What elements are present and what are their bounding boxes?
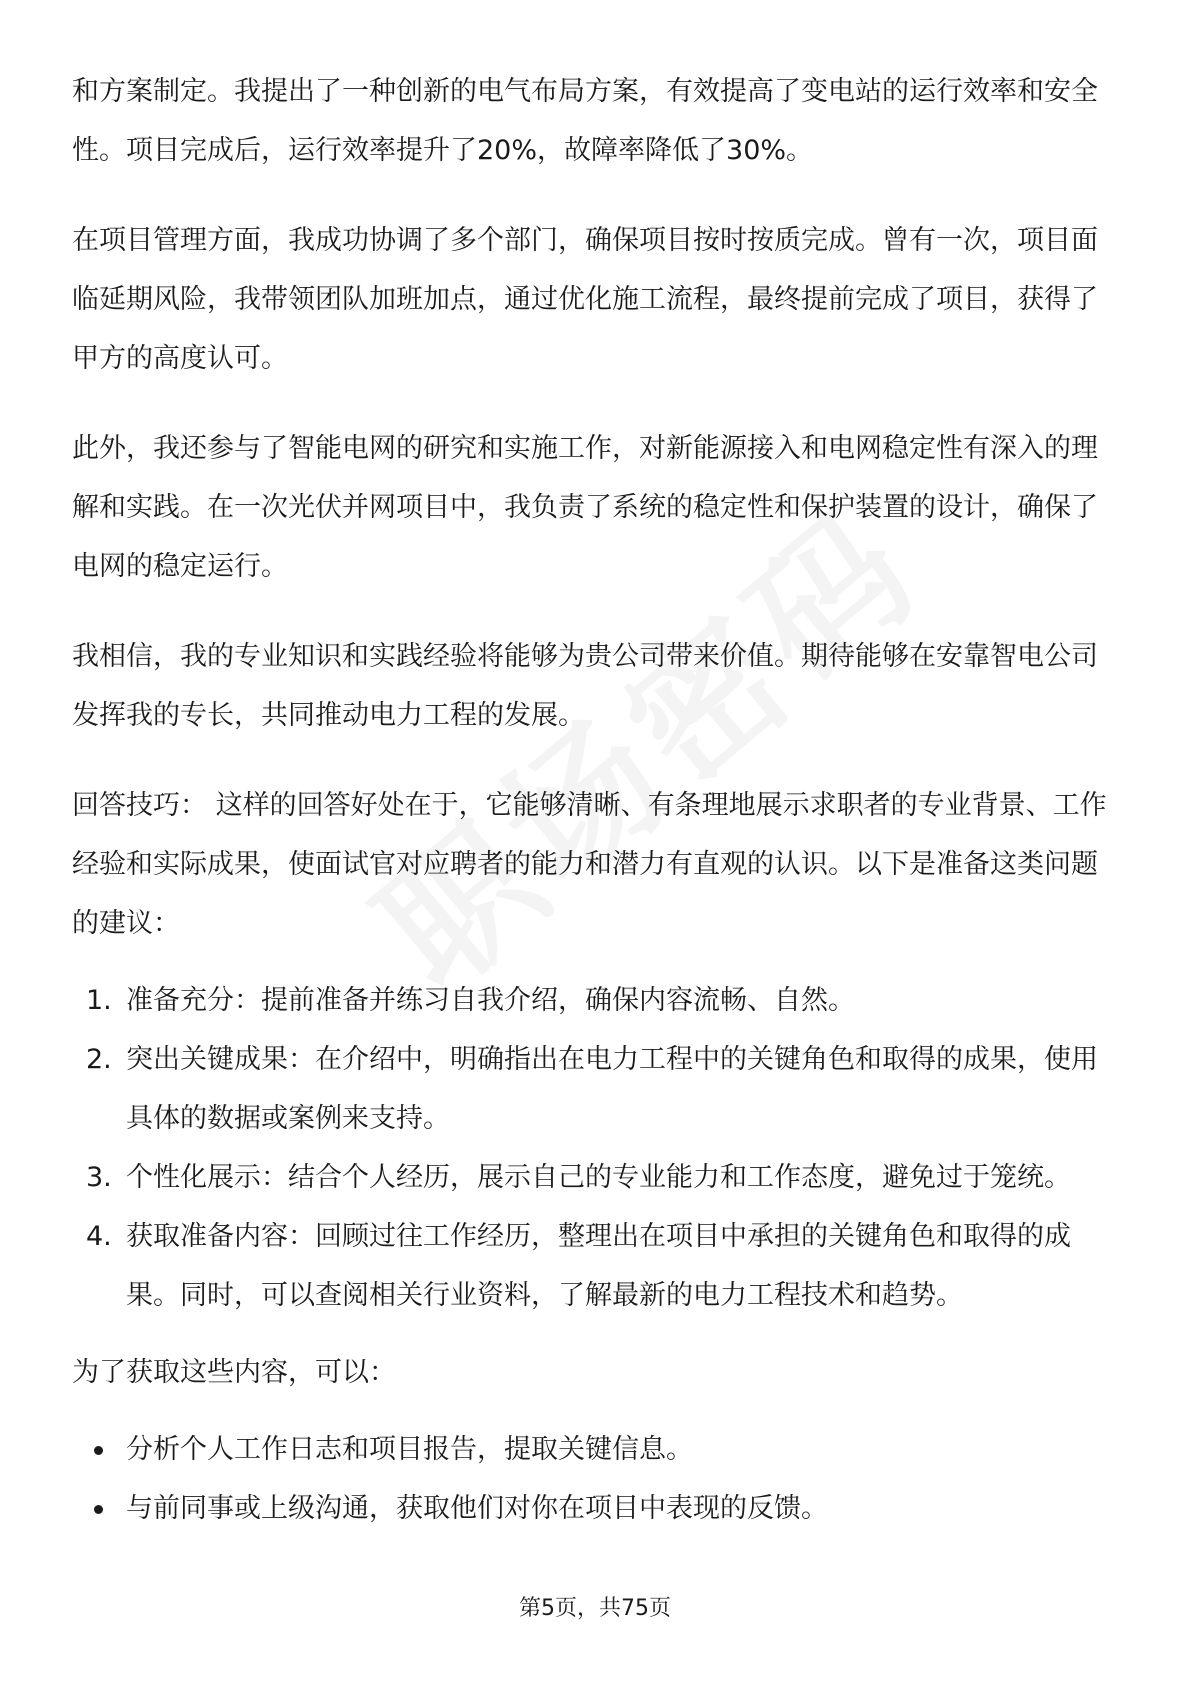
page-content: [72, 62, 1122, 1538]
list-item-number: 4.: [86, 1221, 112, 1252]
list-item-number: 2.: [86, 1044, 112, 1075]
paragraph-methods-intro: 为了获取这些内容，可以：: [72, 1357, 396, 1388]
list-item: [72, 1420, 1122, 1479]
paragraph-closing: 我相信，我的专业知识和实践经验将能够为贵公司带来价值。期待能够在安靠智电公司发挥我的专长，共同推动电力工程的发展。: [72, 641, 1098, 731]
list-item-text: 与前同事或上级沟通，获取他们对你在项目中表现的反馈。: [126, 1493, 828, 1524]
list-item-number: 1.: [86, 985, 112, 1016]
list-item-text: 分析个人工作日志和项目报告，提取关键信息。: [126, 1434, 693, 1465]
bullet-icon: [94, 1505, 103, 1514]
page-number: 第5页，共75页: [519, 1596, 671, 1621]
paragraph-project-management: 在项目管理方面，我成功协调了多个部门，确保项目按时按质完成。曾有一次，项目面临延期风险，我带领团队加班加点，通过优化施工流程，最终提前完成了项目，获得了甲方的高度认可。: [72, 225, 1098, 374]
list-item-text: 准备充分：提前准备并练习自我介绍，确保内容流畅、自然。: [126, 985, 855, 1016]
list-item-text: 个性化展示：结合个人经历，展示自己的专业能力和工作态度，避免过于笼统。: [126, 1162, 1071, 1193]
paragraph-answer-tips: 回答技巧： 这样的回答好处在于，它能够清晰、有条理地展示求职者的专业背景、工作经验和实际成果，使面试官对应聘者的能力和潜力有直观的认识。以下是准备这类问题的建议：: [72, 790, 1107, 939]
list-item: [72, 1030, 1122, 1148]
paragraph-project-design: 和方案制定。我提出了一种创新的电气布局方案，有效提高了变电站的运行效率和安全性。项目完成后，运行效率提升了20%，故障率降低了30%。: [72, 76, 1098, 166]
paragraph-smart-grid: 此外，我还参与了智能电网的研究和实施工作，对新能源接入和电网稳定性有深入的理解和实践。在一次光伏并网项目中，我负责了系统的稳定性和保护装置的设计，确保了电网的稳定运行。: [72, 433, 1098, 582]
bullet-icon: [94, 1446, 103, 1455]
list-item-text: 获取准备内容：回顾过往工作经历，整理出在项目中承担的关键角色和取得的成果。同时，可以查阅相关行业资料，了解最新的电力工程技术和趋势。: [126, 1221, 1071, 1311]
list-item-text: 突出关键成果：在介绍中，明确指出在电力工程中的关键角色和取得的成果，使用具体的数据或案例来支持。: [126, 1044, 1098, 1134]
list-item-number: 3.: [86, 1162, 112, 1193]
list-item: [72, 1207, 1122, 1325]
list-item: [72, 971, 1122, 1030]
list-item: [72, 1479, 1122, 1538]
tips-list: [72, 971, 1122, 1325]
list-item: [72, 1148, 1122, 1207]
methods-list: [72, 1420, 1122, 1538]
